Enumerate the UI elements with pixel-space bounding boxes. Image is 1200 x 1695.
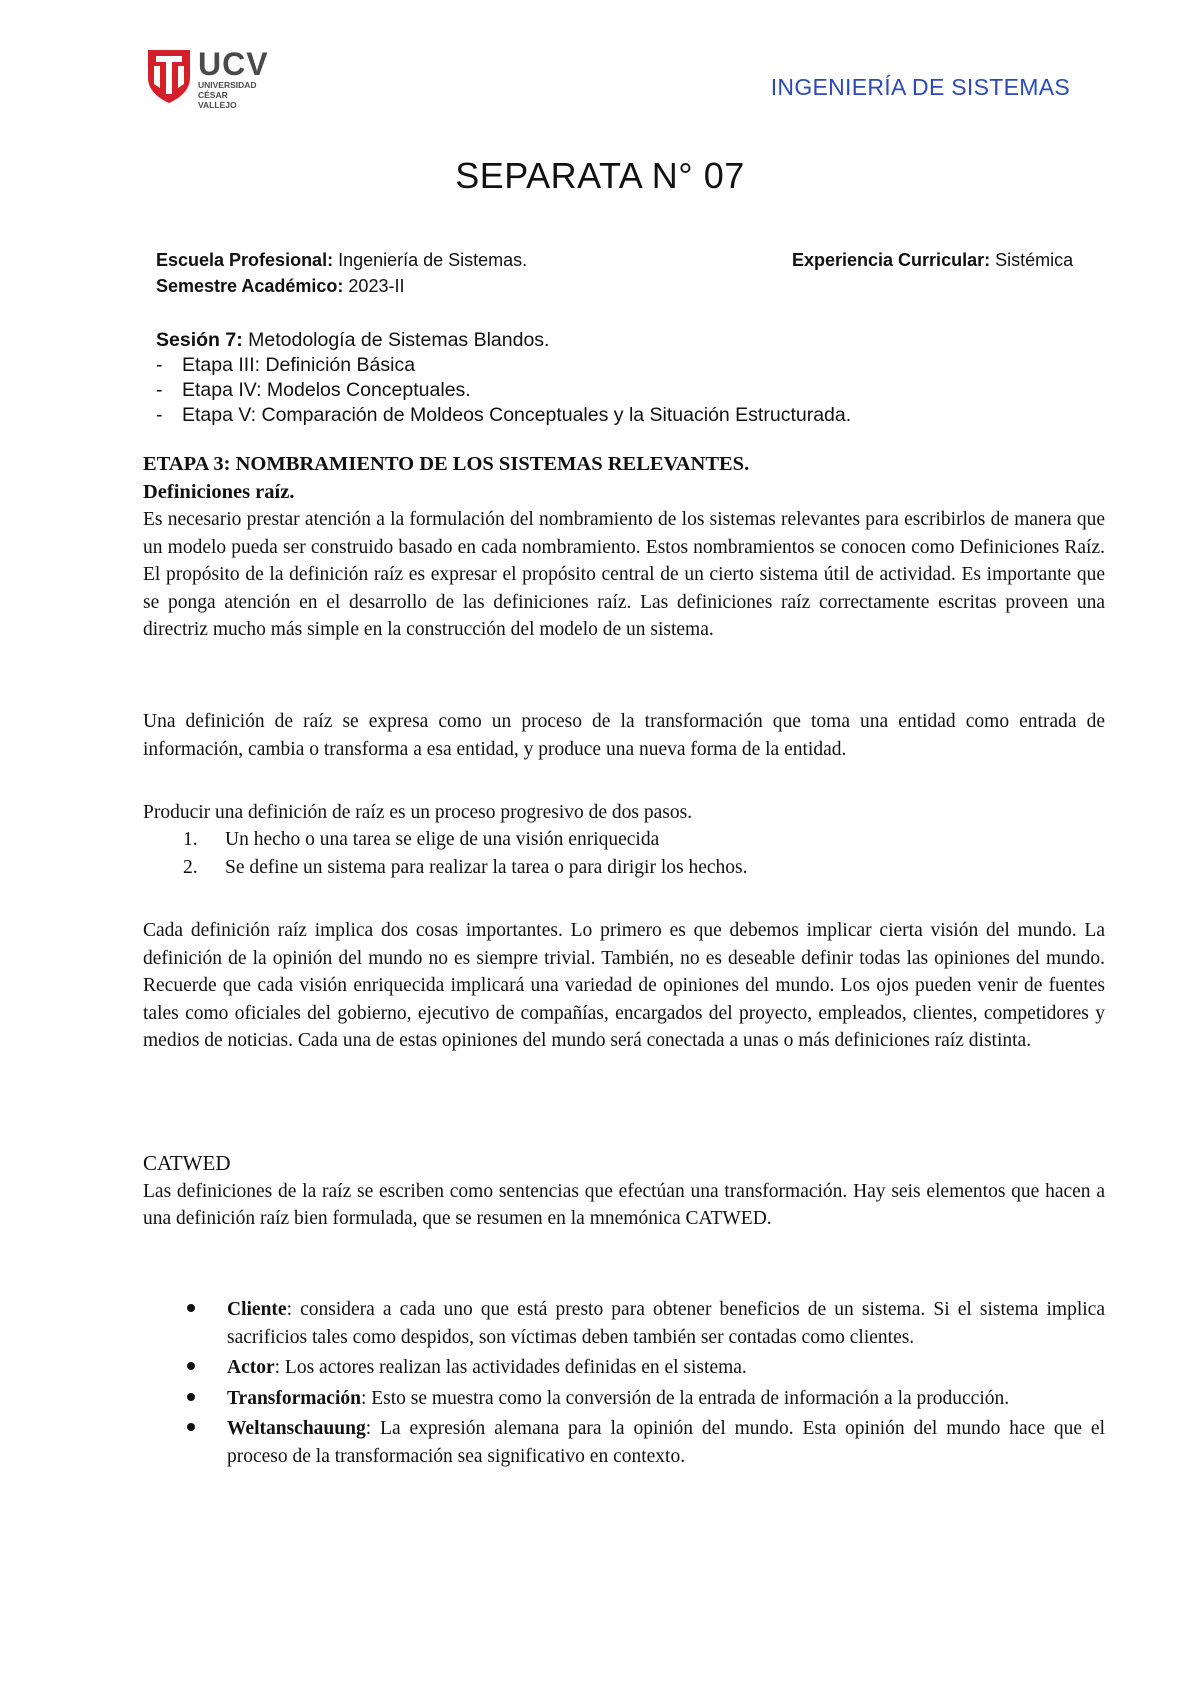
catwed-section — [143, 1150, 1105, 1233]
session-value: Metodología de Sistemas Blandos. — [242, 329, 550, 351]
bullet-icon — [183, 1296, 227, 1351]
page-title: SEPARATA N° 07 — [455, 155, 745, 196]
paragraph: Es necesario prestar atención a la formulación del nombramiento de los sistemas relevantes para escribirlos de manera que un modelo pueda ser construido basado en cada nombramiento. Estos nombramientos se conocen como Definiciones Raíz. El propósito de la definición raíz es expresar el propósito central de un cierto sistema útil de actividad. Es importante que se ponga atención en el desarrollo de las definiciones raíz. Las definiciones raíz correctamente escritas proveen una directriz mucho más simple en la construcción del modelo de un sistema. — [143, 509, 1105, 640]
session-item: - Etapa V: Comparación de Moldeos Conceptuales y la Situación Estructurada. — [156, 404, 852, 426]
list-number: 2. — [183, 856, 198, 878]
list-text: Se define un sistema para realizar la tarea o para dirigir los hechos. — [225, 856, 748, 878]
paragraph: Las definiciones de la raíz se escriben como sentencias que efectúan una transformación. Hay seis elementos que hacen a una definición raíz bien formulada, que se resumen en la mnemónica CATWED. — [143, 1180, 1105, 1229]
list-item — [183, 826, 747, 854]
list-item — [183, 1415, 1105, 1470]
stage3-paragraph-3 — [143, 799, 1105, 827]
ucv-logo — [146, 46, 269, 110]
list-item — [183, 1385, 1105, 1413]
bullet-icon — [183, 1354, 227, 1382]
steps-list — [183, 826, 747, 881]
school-line — [156, 248, 527, 272]
stage3-heading: ETAPA 3: NOMBRAMIENTO DE LOS SISTEMAS RELEVANTES. — [143, 453, 750, 475]
session-label: Sesión 7: — [156, 329, 243, 351]
session-item-text: Etapa III: Definición Básica — [182, 354, 416, 376]
stage3-section — [143, 451, 1105, 644]
paragraph: Una definición de raíz se expresa como un proceso de la transformación que toma una entidad como entrada de información, cambia o transforma a esa entidad, y produce una nueva forma de la entidad. — [143, 711, 1105, 760]
stage3-paragraph-4 — [143, 917, 1105, 1055]
ucv-shield-icon — [146, 48, 192, 104]
list-text — [227, 1385, 1105, 1413]
list-text — [227, 1296, 1105, 1351]
catwed-list — [183, 1296, 1105, 1473]
course-label: Experiencia Curricular: — [792, 250, 991, 270]
term: Actor — [227, 1357, 275, 1378]
list-number: 1. — [183, 829, 198, 850]
list-item — [183, 1296, 1105, 1351]
semester-value: 2023-II — [343, 276, 405, 296]
stage3-subheading: Definiciones raíz. — [143, 480, 295, 503]
logo-line-2: CÉSAR VALLEJO — [198, 90, 237, 110]
session-item: - Etapa IV: Modelos Conceptuales. — [156, 379, 471, 401]
list-text — [227, 1415, 1105, 1470]
list-text: Un hecho o una tarea se elige de una visión enriquecida — [225, 829, 660, 850]
stage3-paragraph-2 — [143, 708, 1105, 763]
term-description: : Esto se muestra como la conversión de la entrada de información a la producción. — [360, 1387, 1010, 1409]
list-item — [183, 1354, 1105, 1382]
term: Weltanschauung — [227, 1418, 366, 1439]
logo-wordmark — [198, 48, 269, 110]
school-value: Ingeniería de Sistemas. — [333, 250, 528, 270]
session-block — [156, 328, 851, 428]
department-header: INGENIERÍA DE SISTEMAS — [770, 74, 1070, 100]
session-item: - Etapa III: Definición Básica — [156, 354, 416, 376]
course-line — [792, 248, 1073, 272]
session-title — [156, 328, 851, 353]
list-item — [183, 854, 747, 882]
catwed-heading: CATWED — [143, 1151, 231, 1175]
session-item-text: Etapa V: Comparación de Moldeos Conceptuales y la Situación Estructurada. — [182, 404, 852, 426]
list-text — [227, 1354, 1105, 1382]
bullet-icon — [183, 1415, 227, 1470]
course-value: Sistémica — [990, 250, 1074, 270]
session-item-text: Etapa IV: Modelos Conceptuales. — [182, 379, 471, 401]
semester-label: Semestre Académico: — [156, 276, 344, 296]
term: Transformación — [227, 1387, 361, 1409]
term: Cliente — [227, 1299, 287, 1320]
school-label: Escuela Profesional: — [156, 250, 334, 270]
term-description: : Los actores realizan las actividades definidas en el sistema. — [274, 1357, 747, 1378]
term-description: : considera a cada uno que está presto para obtener beneficios de un sistema. Si el sistema implica sacrificios tales como despidos, son víctimas deben también ser contadas como clientes. — [227, 1299, 1105, 1348]
bullet-icon — [183, 1385, 227, 1413]
paragraph: Producir una definición de raíz es un proceso progresivo de dos pasos. — [143, 802, 693, 823]
logo-line-1: UNIVERSIDAD — [198, 80, 257, 90]
paragraph: Cada definición raíz implica dos cosas importantes. Lo primero es que debemos implicar cierta visión del mundo. La definición de la opinión del mundo no es siempre trivial. También, no es deseable definir todas las opiniones del mundo. Recuerde que cada visión enriquecida implicará una variedad de opiniones del mundo. Los ojos pueden venir de fuentes tales como oficiales del gobierno, ejecutivo de compañías, encargados del proyecto, empleados, clientes, competidores y medios de noticias. Cada una de estas opiniones del mundo será conectada a unas o más definiciones raíz distinta. — [143, 920, 1105, 1051]
semester-line — [156, 274, 404, 298]
term-description: : La expresión alemana para la opinión del mundo. Esta opinión del mundo hace que el proceso de la transformación sea significativo en contexto. — [227, 1418, 1105, 1467]
logo-ucv-text: UCV — [198, 46, 269, 82]
